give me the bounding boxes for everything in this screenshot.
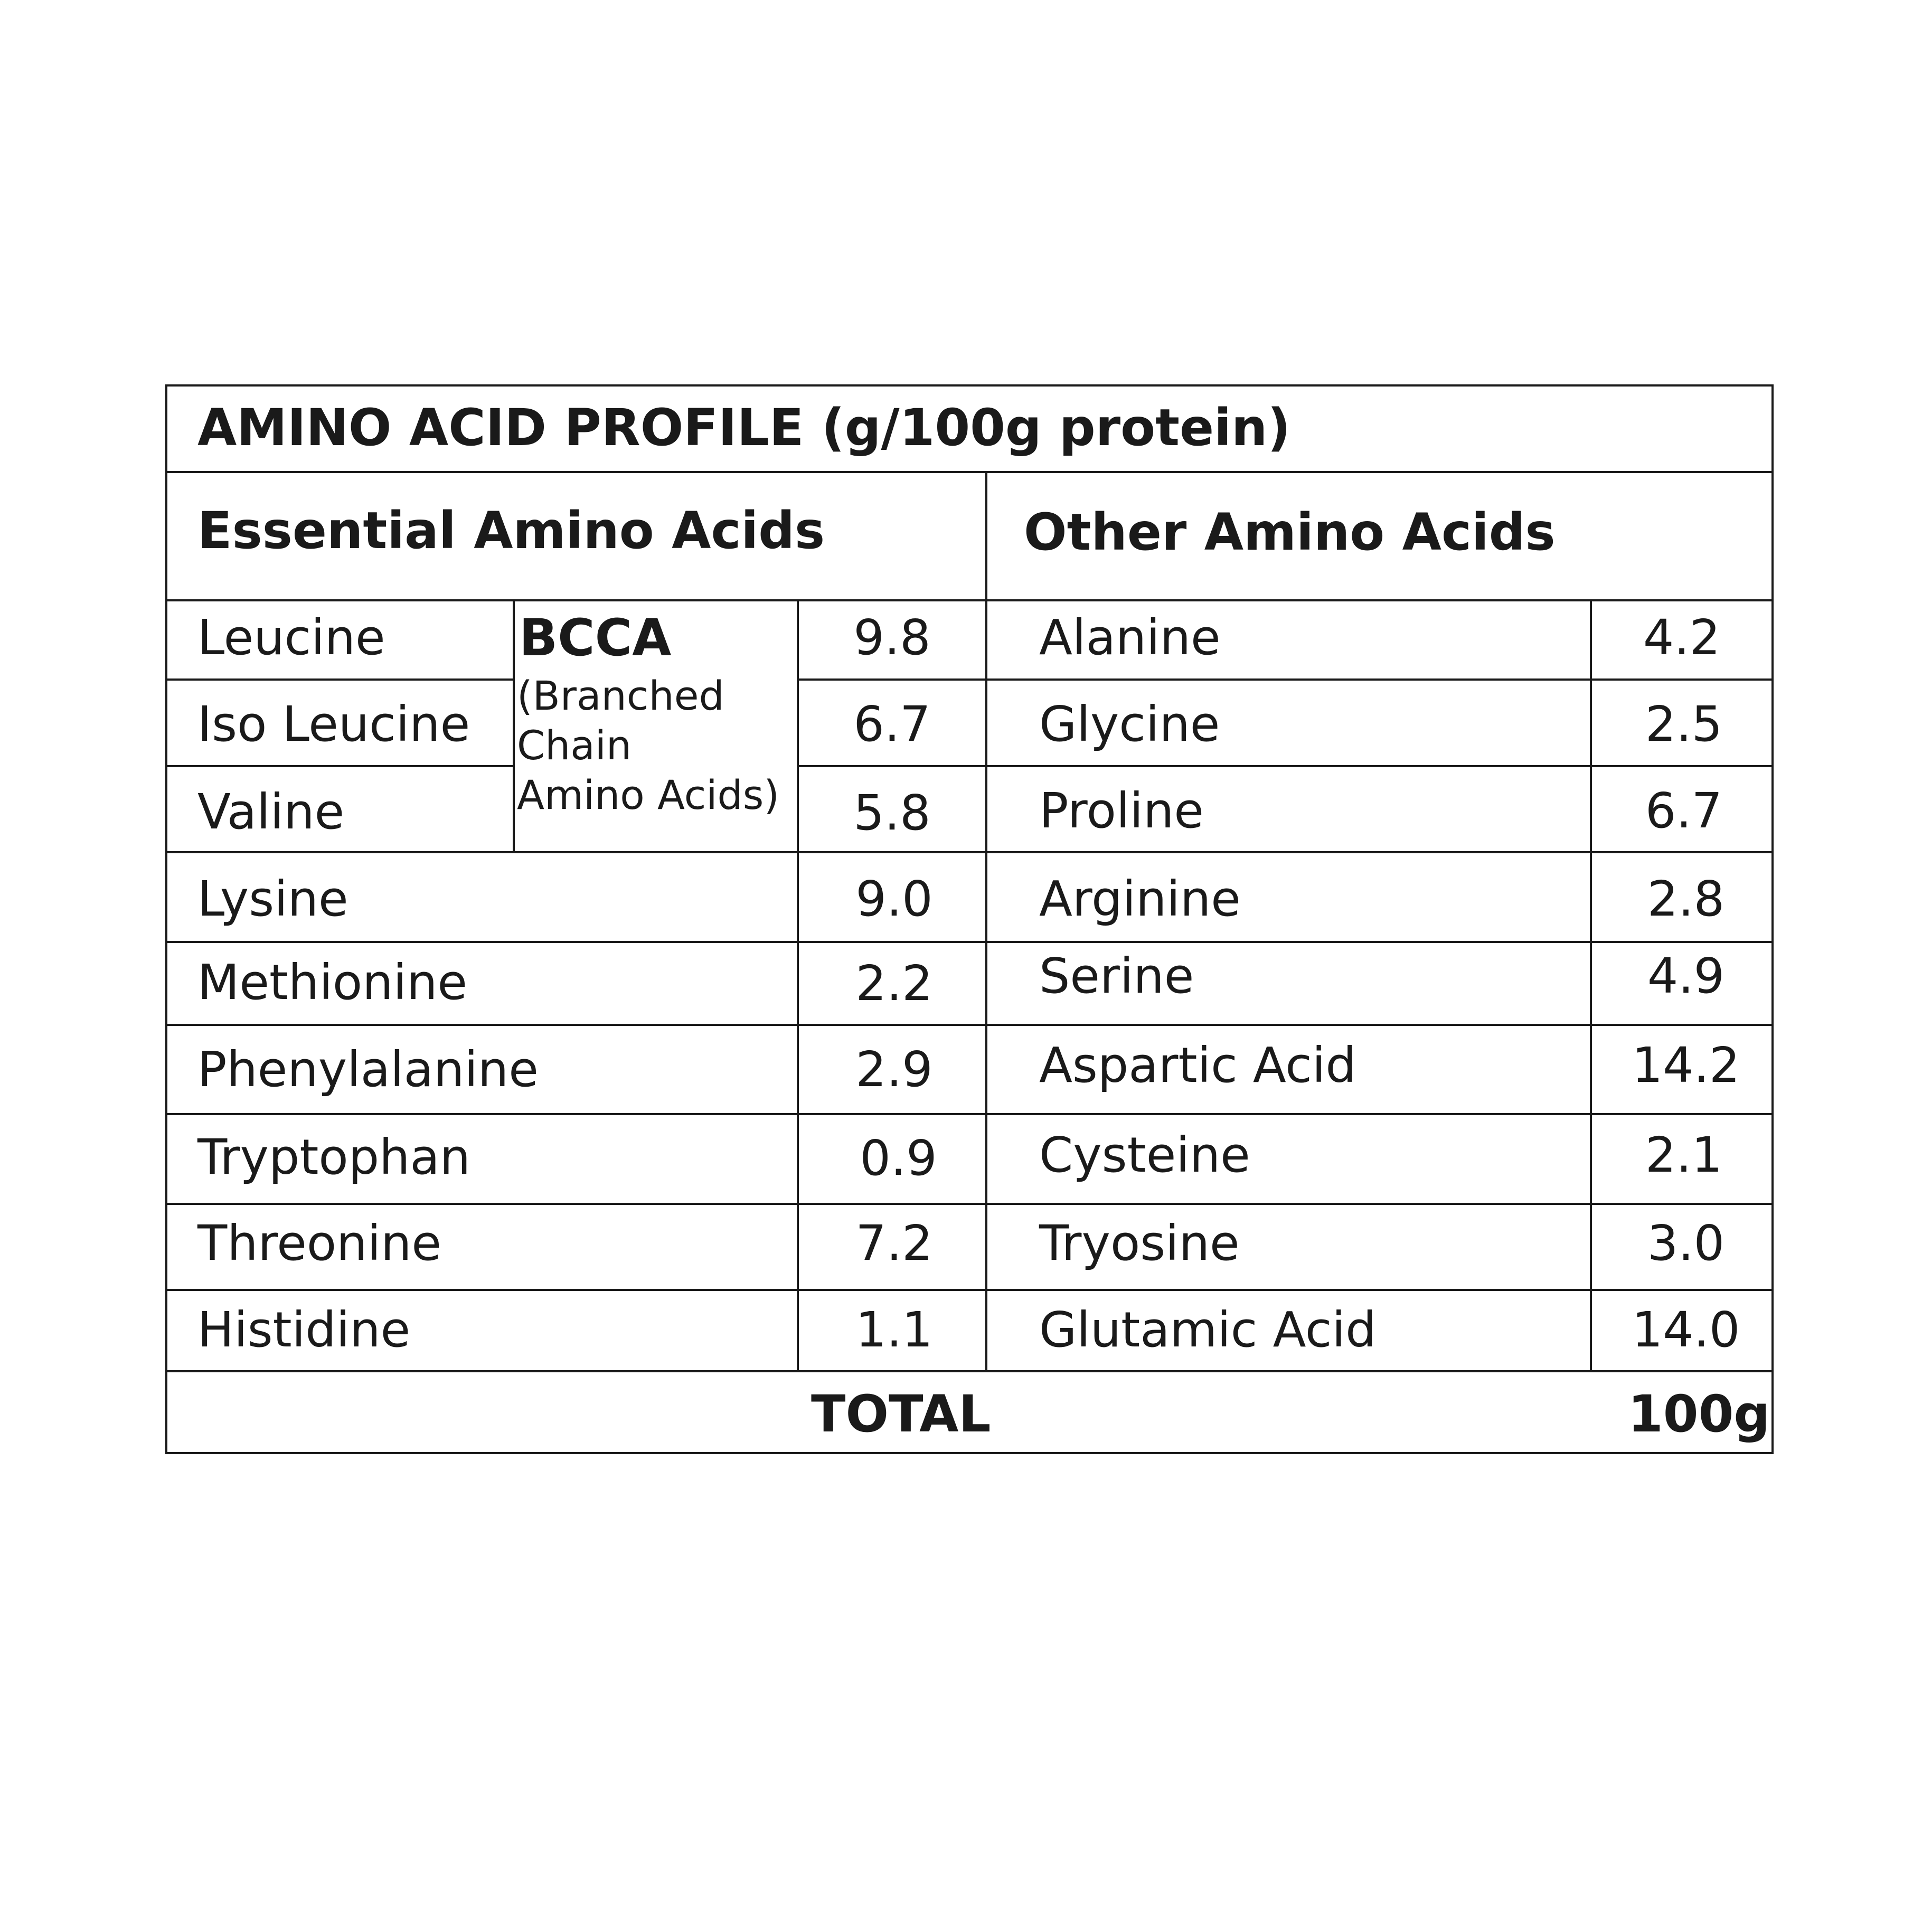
other-name: Serine bbox=[1039, 948, 1194, 1004]
total-value: 100g bbox=[1628, 1384, 1770, 1444]
bcca-desc-line2: Chain bbox=[517, 722, 632, 769]
rule-below-title bbox=[167, 471, 1771, 473]
rule-leucine-val bbox=[797, 678, 1771, 681]
essential-name: Tryptophan bbox=[197, 1129, 471, 1185]
essential-value: 5.8 bbox=[853, 785, 931, 841]
other-header: Other Amino Acids bbox=[1024, 503, 1556, 562]
other-name: Aspartic Acid bbox=[1039, 1037, 1356, 1094]
other-value: 14.0 bbox=[1632, 1302, 1740, 1358]
other-name: Cysteine bbox=[1039, 1127, 1250, 1183]
essential-name: Iso Leucine bbox=[197, 696, 470, 752]
other-name: Glycine bbox=[1039, 696, 1220, 752]
other-name: Proline bbox=[1039, 783, 1204, 839]
total-label: TOTAL bbox=[811, 1384, 991, 1444]
other-value: 2.1 bbox=[1645, 1127, 1723, 1183]
essential-name: Phenylalanine bbox=[197, 1041, 539, 1098]
other-name: Alanine bbox=[1039, 609, 1221, 666]
other-value: 14.2 bbox=[1632, 1037, 1740, 1094]
rule-leucine bbox=[167, 678, 513, 681]
essential-name: Histidine bbox=[197, 1302, 411, 1358]
rule-methionine bbox=[167, 1024, 1771, 1026]
rule-histidine bbox=[167, 1370, 1771, 1372]
essential-name: Valine bbox=[197, 784, 345, 840]
essential-value: 6.7 bbox=[853, 696, 931, 752]
essential-value: 0.9 bbox=[860, 1130, 937, 1186]
essential-header: Essential Amino Acids bbox=[197, 501, 825, 560]
rule-isoleucine bbox=[167, 765, 513, 767]
amino-acid-table bbox=[165, 384, 1774, 1454]
rule-threonine bbox=[167, 1289, 1771, 1291]
rule-other-value bbox=[1590, 599, 1592, 1370]
rule-bcca-left bbox=[513, 599, 515, 851]
essential-value: 1.1 bbox=[855, 1302, 933, 1358]
other-value: 3.0 bbox=[1647, 1215, 1725, 1271]
other-value: 4.9 bbox=[1647, 948, 1725, 1004]
rule-lysine bbox=[167, 941, 1771, 943]
rule-below-headers bbox=[167, 599, 1771, 601]
essential-value: 9.0 bbox=[855, 871, 933, 927]
other-name: Arginine bbox=[1039, 871, 1241, 927]
rule-tryptophan bbox=[167, 1203, 1771, 1205]
essential-name: Leucine bbox=[197, 609, 385, 666]
table-title: AMINO ACID PROFILE (g/100g protein) bbox=[197, 398, 1291, 457]
other-value: 6.7 bbox=[1645, 783, 1723, 839]
essential-value: 2.9 bbox=[855, 1041, 933, 1098]
essential-value: 7.2 bbox=[855, 1215, 933, 1271]
essential-name: Lysine bbox=[197, 871, 348, 927]
bcca-desc-line1: (Branched bbox=[517, 672, 724, 719]
essential-name: Methionine bbox=[197, 954, 467, 1011]
other-value: 2.8 bbox=[1647, 871, 1725, 927]
essential-name: Threonine bbox=[197, 1215, 441, 1271]
rule-isoleucine-val bbox=[797, 765, 1771, 767]
essential-value: 9.8 bbox=[853, 609, 931, 666]
other-name: Glutamic Acid bbox=[1039, 1302, 1377, 1358]
rule-phenylalanine bbox=[167, 1113, 1771, 1115]
rule-valine bbox=[167, 851, 1771, 853]
other-name: Tryosine bbox=[1039, 1215, 1240, 1271]
bcca-desc-line3: Amino Acids) bbox=[517, 771, 780, 818]
other-value: 2.5 bbox=[1645, 696, 1723, 752]
other-value: 4.2 bbox=[1643, 609, 1721, 666]
bcca-label: BCCA bbox=[519, 608, 672, 667]
essential-value: 2.2 bbox=[855, 955, 933, 1012]
